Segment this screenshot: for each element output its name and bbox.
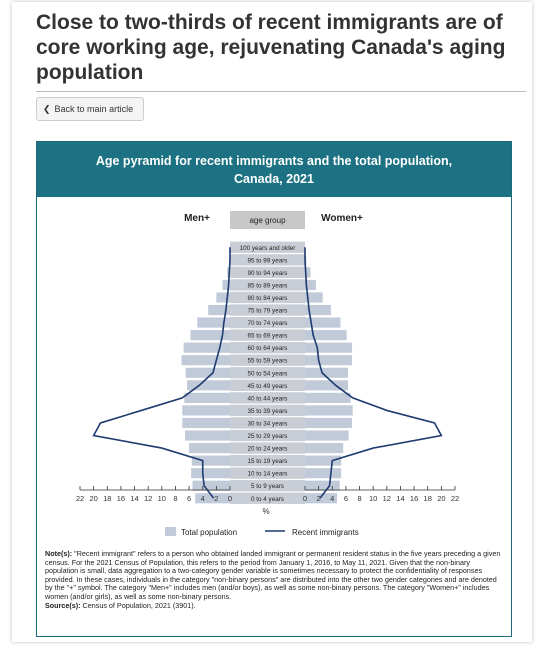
x-tick-label-right: 10: [369, 494, 378, 503]
bar-men-total: [182, 355, 230, 365]
chart-notes: [45, 550, 505, 610]
age-group-label: 35 to 39 years: [247, 407, 288, 415]
notes-label: Note(s):: [45, 549, 73, 558]
bar-women-total: [305, 418, 352, 428]
age-group-label: 0 to 4 years: [251, 495, 284, 503]
age-group-label: 10 to 14 years: [247, 470, 288, 478]
back-button-label: Back to main article: [54, 104, 134, 114]
age-group-label: 90 to 94 years: [247, 269, 288, 277]
age-group-label: 20 to 24 years: [247, 445, 288, 453]
bar-women-total: [305, 430, 349, 440]
x-tick-label-left: 20: [89, 494, 98, 503]
age-pyramid-chart: [37, 200, 511, 550]
age-group-label: 50 to 54 years: [247, 370, 288, 378]
source-label: Source(s):: [45, 600, 81, 610]
age-group-label: 45 to 49 years: [247, 382, 288, 390]
age-group-label: 80 to 84 years: [247, 294, 288, 302]
plot-area: [76, 211, 459, 504]
x-tick-label-right: 14: [396, 494, 405, 503]
title-divider: [36, 91, 526, 92]
bar-women-total: [305, 393, 351, 403]
bar-men-total: [192, 456, 230, 466]
age-group-label: 65 to 69 years: [247, 332, 288, 340]
x-tick-label-right: 20: [437, 494, 446, 503]
age-group-label: 40 to 44 years: [247, 395, 288, 403]
age-group-label: 30 to 34 years: [247, 420, 288, 428]
x-tick-label-left: 14: [130, 494, 139, 503]
bar-men-total: [182, 405, 230, 415]
back-to-main-article-button[interactable]: [36, 97, 144, 121]
x-tick-label-left: 16: [116, 494, 126, 503]
chevron-left-icon: ❮: [43, 103, 51, 114]
bar-women-total: [305, 343, 352, 353]
x-tick-label-left: 0: [227, 494, 233, 503]
x-tick-label-right: 16: [409, 494, 419, 503]
bar-men-total: [186, 368, 230, 378]
legend-label-recent-immigrants: Recent immigrants: [292, 528, 359, 537]
bar-women-total: [305, 405, 353, 415]
bar-men-total: [182, 418, 230, 428]
x-tick-label-left: 4: [200, 494, 205, 503]
bar-men-total: [191, 468, 230, 478]
age-group-label: 15 to 19 years: [247, 458, 288, 466]
age-group-label: 75 to 79 years: [247, 307, 288, 315]
age-group-label: 5 to 9 years: [251, 483, 284, 491]
bar-women-total: [305, 355, 352, 365]
x-tick-label-right: 22: [450, 494, 460, 503]
x-tick-label-right: 0: [302, 494, 308, 503]
legend-label-total-population: Total population: [181, 528, 238, 537]
x-axis-label: %: [262, 507, 270, 516]
x-tick-label-left: 22: [75, 494, 85, 503]
x-tick-label-left: 10: [157, 494, 166, 503]
chart-title: Age pyramid for recent immigrants and the total population, Canada, 2021: [37, 142, 511, 197]
bar-men-total: [184, 343, 230, 353]
age-group-label: 95 to 99 years: [247, 257, 288, 265]
bar-women-total: [305, 443, 343, 453]
source-text: Census of Population, 2021 (3901).: [82, 600, 196, 610]
age-group-label: 55 to 59 years: [247, 357, 288, 365]
legend: [165, 527, 359, 537]
x-tick-label-right: 4: [330, 494, 335, 503]
notes-text: "Recent immigrant" refers to a person who obtained landed immigrant or permanent resident status in the five years preceding a given census. For the 2021 Census of Population, this refers to the period from January 1, 2016, to May 11, 2021. Given that the non-binary population is small, data aggregation to a two-category gender variable is sometimes necessary to protect the confidentiality of responses provided. In these cases, individuals in the category "non-binary persons" are distributed into the other two gender categories and are denoted by the "+" symbol. The category "Men+" includes men (and/or boys), as well as some non-binary persons. The category "Women+" includes women (and/or girls), as well as some non-binary persons.: [45, 549, 501, 601]
women-label: Women+: [321, 213, 363, 224]
age-group-label: 100 years and older: [239, 244, 296, 252]
x-tick-label-right: 6: [343, 494, 348, 503]
bar-men-total: [185, 430, 230, 440]
x-tick-label-right: 8: [357, 494, 362, 503]
x-tick-label-left: 8: [173, 494, 178, 503]
age-group-label: 70 to 74 years: [247, 320, 288, 328]
bar-men-total: [189, 443, 230, 453]
page-title: Close to two-thirds of recent immigrants are of core working age, rejuvenating Canada's aging population: [36, 11, 506, 84]
x-tick-label-right: 12: [382, 494, 391, 503]
legend-swatch-total-population: [165, 527, 176, 536]
bar-women-total: [305, 330, 347, 340]
age-group-header: age group: [249, 216, 286, 225]
x-tick-label-left: 12: [144, 494, 153, 503]
bar-men-total: [184, 393, 230, 403]
x-tick-label-left: 18: [103, 494, 112, 503]
age-group-label: 25 to 29 years: [247, 433, 288, 441]
chart-panel: [36, 141, 512, 637]
age-group-label: 60 to 64 years: [247, 345, 288, 353]
x-tick-label-left: 6: [187, 494, 192, 503]
age-group-label: 85 to 89 years: [247, 282, 288, 290]
x-tick-label-left: 2: [214, 494, 219, 503]
x-tick-label-right: 18: [423, 494, 432, 503]
bar-men-total: [193, 481, 231, 491]
bar-women-total: [305, 456, 341, 466]
bar-men-total: [190, 330, 230, 340]
bar-women-total: [305, 481, 340, 491]
men-label: Men+: [184, 213, 210, 224]
x-tick-label-right: 2: [316, 494, 321, 503]
bar-women-total: [305, 468, 341, 478]
